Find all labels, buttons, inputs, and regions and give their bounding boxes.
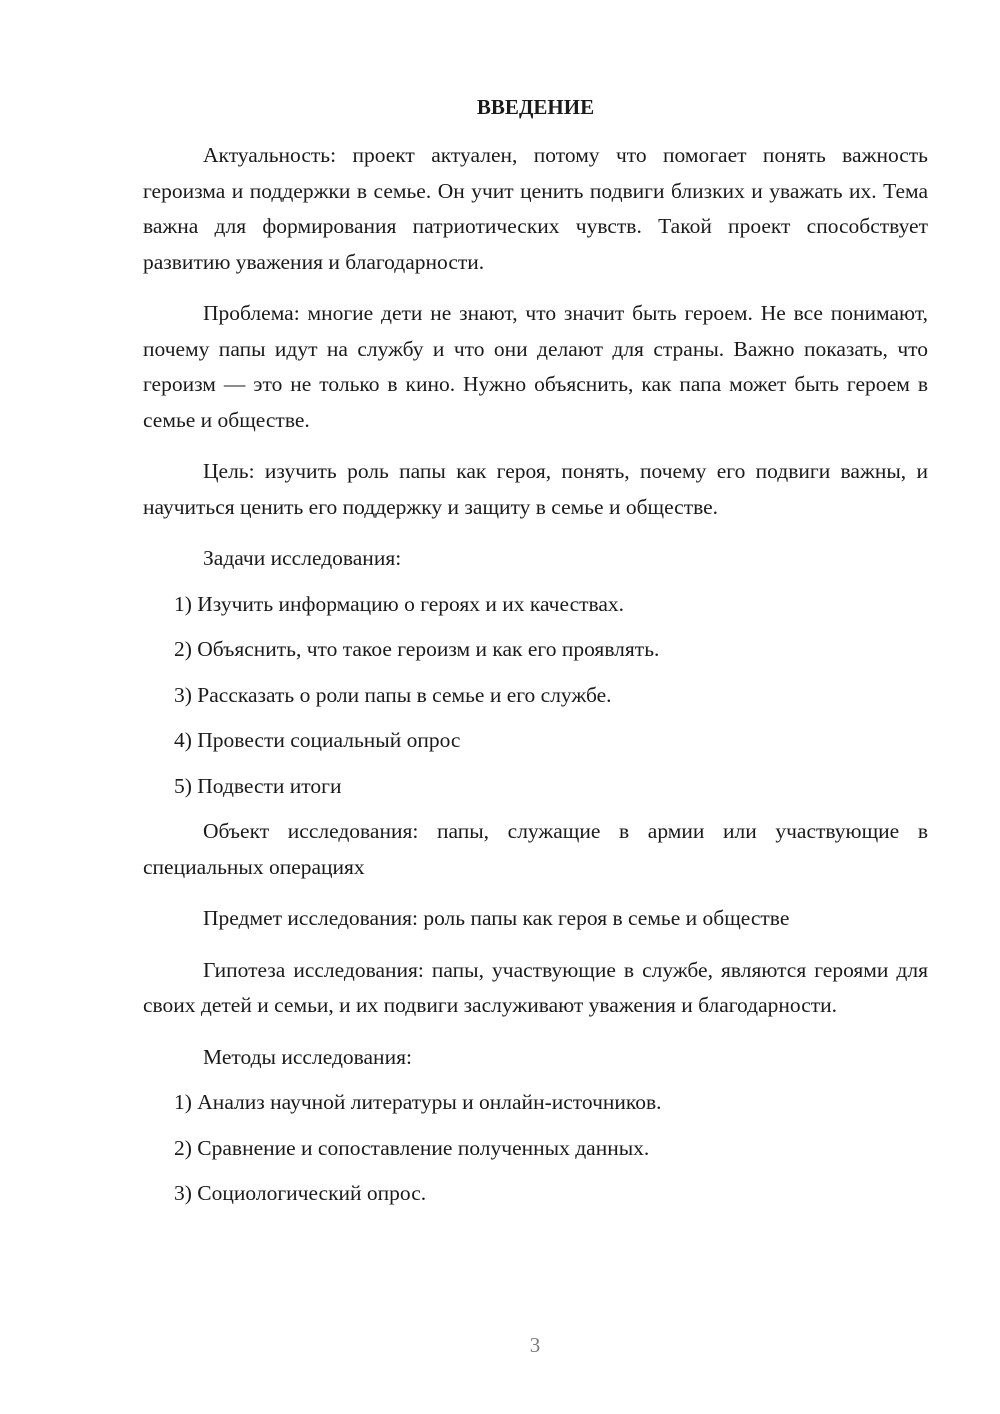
section-heading: ВВЕДЕНИЕ <box>476 95 595 119</box>
list-item: 4) Провести социальный опрос <box>174 728 461 752</box>
list-item: 3) Социологический опрос. <box>174 1181 427 1205</box>
hypothesis-paragraph: Гипотеза исследования: папы, участвующие в службе, являются героями для своих детей и семьи, и их подвиги заслуживают уважения и благодарности. <box>143 957 928 1017</box>
methods-list <box>143 1085 928 1212</box>
tasks-list <box>143 587 928 805</box>
goal-paragraph: Цель: изучить роль папы как героя, понять, почему его подвиги важны, и научиться ценить его поддержку и защиту в семье и обществе. <box>143 459 928 519</box>
tasks-title: Задачи исследования: <box>203 546 402 570</box>
list-item: 1) Анализ научной литературы и онлайн-источников. <box>174 1090 662 1114</box>
subject-paragraph: Предмет исследования: роль папы как героя в семье и обществе <box>203 906 790 930</box>
page-number: 3 <box>529 1333 541 1357</box>
object-paragraph: Объект исследования: папы, служащие в армии или участвующие в специальных операциях <box>143 819 928 879</box>
list-item: 2) Объяснить, что такое героизм и как его проявлять. <box>174 637 660 661</box>
list-item: 3) Рассказать о роли папы в семье и его службе. <box>174 682 612 707</box>
document-page <box>143 90 928 1222</box>
list-item: 2) Сравнение и сопоставление полученных данных. <box>174 1135 650 1160</box>
list-item: 1) Изучить информацию о героях и их качествах. <box>174 591 625 616</box>
problem-paragraph: Проблема: многие дети не знают, что значит быть героем. Не все понимают, почему папы идут на службу и что они делают для страны. Важно показать, что героизм — это не только в кино. Нужно объяснить, как папа может быть героем в семье и обществе. <box>143 301 928 432</box>
methods-title: Методы исследования: <box>203 1044 412 1069</box>
list-item: 5) Подвести итоги <box>174 773 342 798</box>
relevance-paragraph: Актуальность: проект актуален, потому что помогает понять важность героизма и поддержки в семье. Он учит ценить подвиги близких и уважать их. Тема важна для формирования патриотических чувств. Такой проект способствует развитию уважения и благодарности. <box>143 143 928 274</box>
